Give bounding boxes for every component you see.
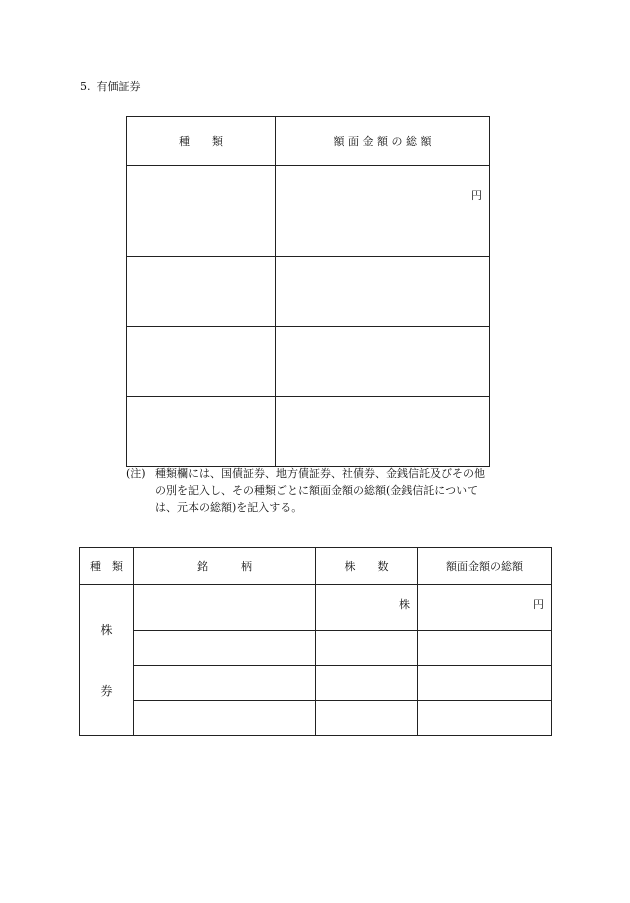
header-kind: 種 類 <box>80 548 134 585</box>
issue-name-cell[interactable] <box>134 701 316 736</box>
issue-name-cell[interactable] <box>134 631 316 666</box>
note-text: 種類欄には、国債証券、地方債証券、社債券、金銭信託及びその他の別を記入し、その種類ごとに額面金額の総額(金銭信託については、元本の総額)を記入する。 <box>155 467 485 514</box>
section-title: 有価証券 <box>96 80 141 93</box>
section-heading <box>80 80 141 94</box>
header-issue-name: 銘 柄 <box>134 548 316 585</box>
kind-cell[interactable] <box>127 166 276 257</box>
kind-cell[interactable] <box>127 327 276 397</box>
kind-label-char-1: 株 <box>100 623 113 637</box>
table-row <box>127 257 490 327</box>
table-row <box>80 585 552 631</box>
table-row <box>127 166 490 257</box>
kind-cell-stock <box>80 585 134 736</box>
amount-cell[interactable] <box>418 701 552 736</box>
amount-cell[interactable] <box>276 397 490 467</box>
section-number: 5. <box>80 80 91 93</box>
amount-cell-unit[interactable]: 円 <box>418 585 552 631</box>
share-count-cell[interactable] <box>316 631 418 666</box>
table-header-row <box>80 548 552 585</box>
kind-label-char-2: 券 <box>100 684 113 698</box>
kind-cell[interactable] <box>127 397 276 467</box>
table-row <box>80 701 552 736</box>
kind-cell[interactable] <box>127 257 276 327</box>
header-total-face-value: 額 面 金 額 の 総 額 <box>276 117 490 166</box>
securities-table <box>126 116 490 467</box>
table-header-row <box>127 117 490 166</box>
share-count-cell-unit[interactable]: 株 <box>316 585 418 631</box>
amount-cell-unit[interactable]: 円 <box>276 166 490 257</box>
amount-cell[interactable] <box>418 631 552 666</box>
header-kind: 種 類 <box>127 117 276 166</box>
stock-table <box>79 547 552 736</box>
share-count-cell[interactable] <box>316 666 418 701</box>
issue-name-cell[interactable] <box>134 666 316 701</box>
table-row <box>127 327 490 397</box>
amount-cell[interactable] <box>418 666 552 701</box>
issue-name-cell[interactable] <box>134 585 316 631</box>
header-share-count: 株 数 <box>316 548 418 585</box>
amount-cell[interactable] <box>276 257 490 327</box>
table-row <box>127 397 490 467</box>
header-total-face-value: 額面金額の総額 <box>418 548 552 585</box>
table-row <box>80 631 552 666</box>
amount-cell[interactable] <box>276 327 490 397</box>
share-count-cell[interactable] <box>316 701 418 736</box>
table-row <box>80 666 552 701</box>
note-mark: (注) <box>126 467 146 480</box>
note <box>126 465 491 516</box>
